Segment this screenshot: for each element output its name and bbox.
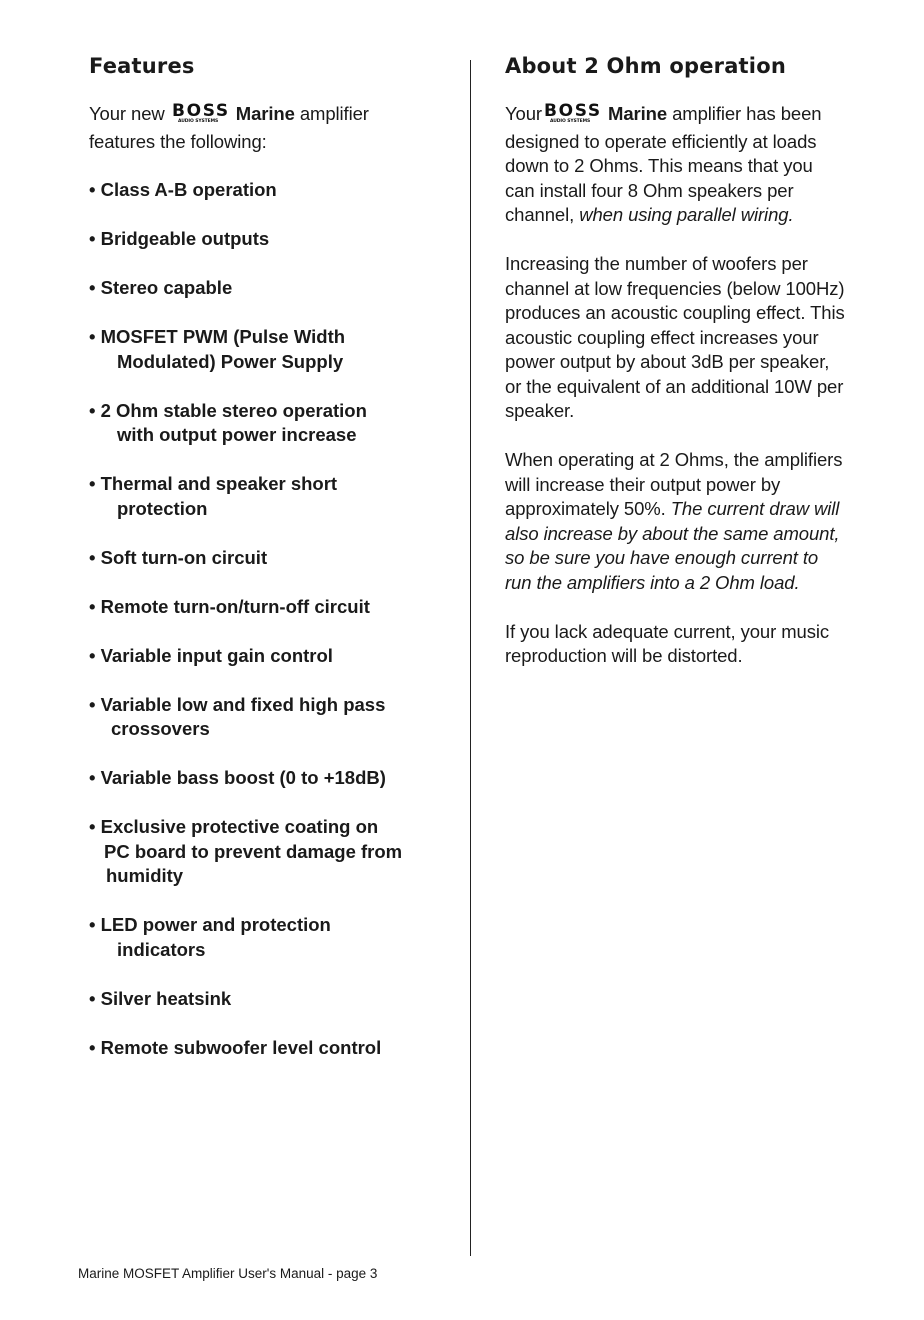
features-list [89, 178, 449, 1060]
boss-logo-text: BOSS [171, 101, 228, 121]
feature-item: • MOSFET PWM (Pulse Width Modulated) Power Supply [89, 326, 346, 372]
features-column [89, 54, 449, 1085]
two-ohm-heading: About 2 Ohm operation [505, 54, 786, 78]
page-footer: Marine MOSFET Amplifier User's Manual - page 3 [78, 1266, 378, 1281]
feature-item: • LED power and protection indicators [89, 914, 331, 960]
feature-item: • Thermal and speaker short protection [89, 473, 338, 519]
two-ohm-column [505, 54, 845, 669]
feature-item: • Stereo capable [89, 277, 233, 298]
boss-logo [544, 101, 602, 130]
two-ohm-paragraph-1: Your BOSS AUDIO SYSTEMS Marine amplifier has been designed to operate efficiently at loads down to 2 Ohms. This means that you can install four 8 Ohm speakers per channel, when using parallel wiring. [505, 101, 822, 225]
feature-item: • Exclusive protective coating on PC board to prevent damage from humidity [89, 816, 403, 886]
feature-item: • Class A-B operation [89, 179, 277, 200]
feature-item: • Variable input gain control [89, 644, 333, 666]
feature-item: • Variable low and fixed high pass crossovers [89, 693, 386, 739]
feature-item: • Bridgeable outputs [89, 228, 270, 249]
two-ohm-paragraph-4: If you lack adequate current, your music reproduction will be distorted. [505, 620, 830, 666]
two-ohm-paragraph-3: When operating at 2 Ohms, the amplifiers will increase their output power by approximately 50%. The current draw will also increase by about the same amount, so be sure you have enough current to run the amplifiers into a 2 Ohm load. [505, 449, 843, 593]
features-heading: Features [89, 54, 195, 78]
feature-item: • Soft turn-on circuit [89, 546, 268, 568]
column-divider [470, 60, 471, 1256]
boss-logo-subtext: AUDIO SYSTEMS [549, 119, 591, 123]
feature-item: • Variable bass boost (0 to +18dB) [89, 767, 386, 788]
feature-item: • Remote turn-on/turn-off circuit [89, 595, 370, 617]
feature-item: • 2 Ohm stable stereo operation with output power increase [89, 399, 367, 445]
two-ohm-paragraph-2: Increasing the number of woofers per channel at low frequencies (below 100Hz) produces an acoustic coupling effect. This acoustic coupling effect increases your power output by about 3dB per speaker, or the equivalent of an additional 10W per speaker. [505, 253, 845, 421]
boss-logo-subtext: AUDIO SYSTEMS [177, 119, 218, 123]
feature-item: • Silver heatsink [89, 987, 232, 1009]
feature-item: • Remote subwoofer level control [89, 1036, 382, 1058]
boss-logo [172, 101, 230, 130]
boss-logo-text: BOSS [543, 101, 600, 121]
features-intro: Your new BOSS AUDIO SYSTEMS Marine amplifier features the following: [89, 101, 369, 152]
